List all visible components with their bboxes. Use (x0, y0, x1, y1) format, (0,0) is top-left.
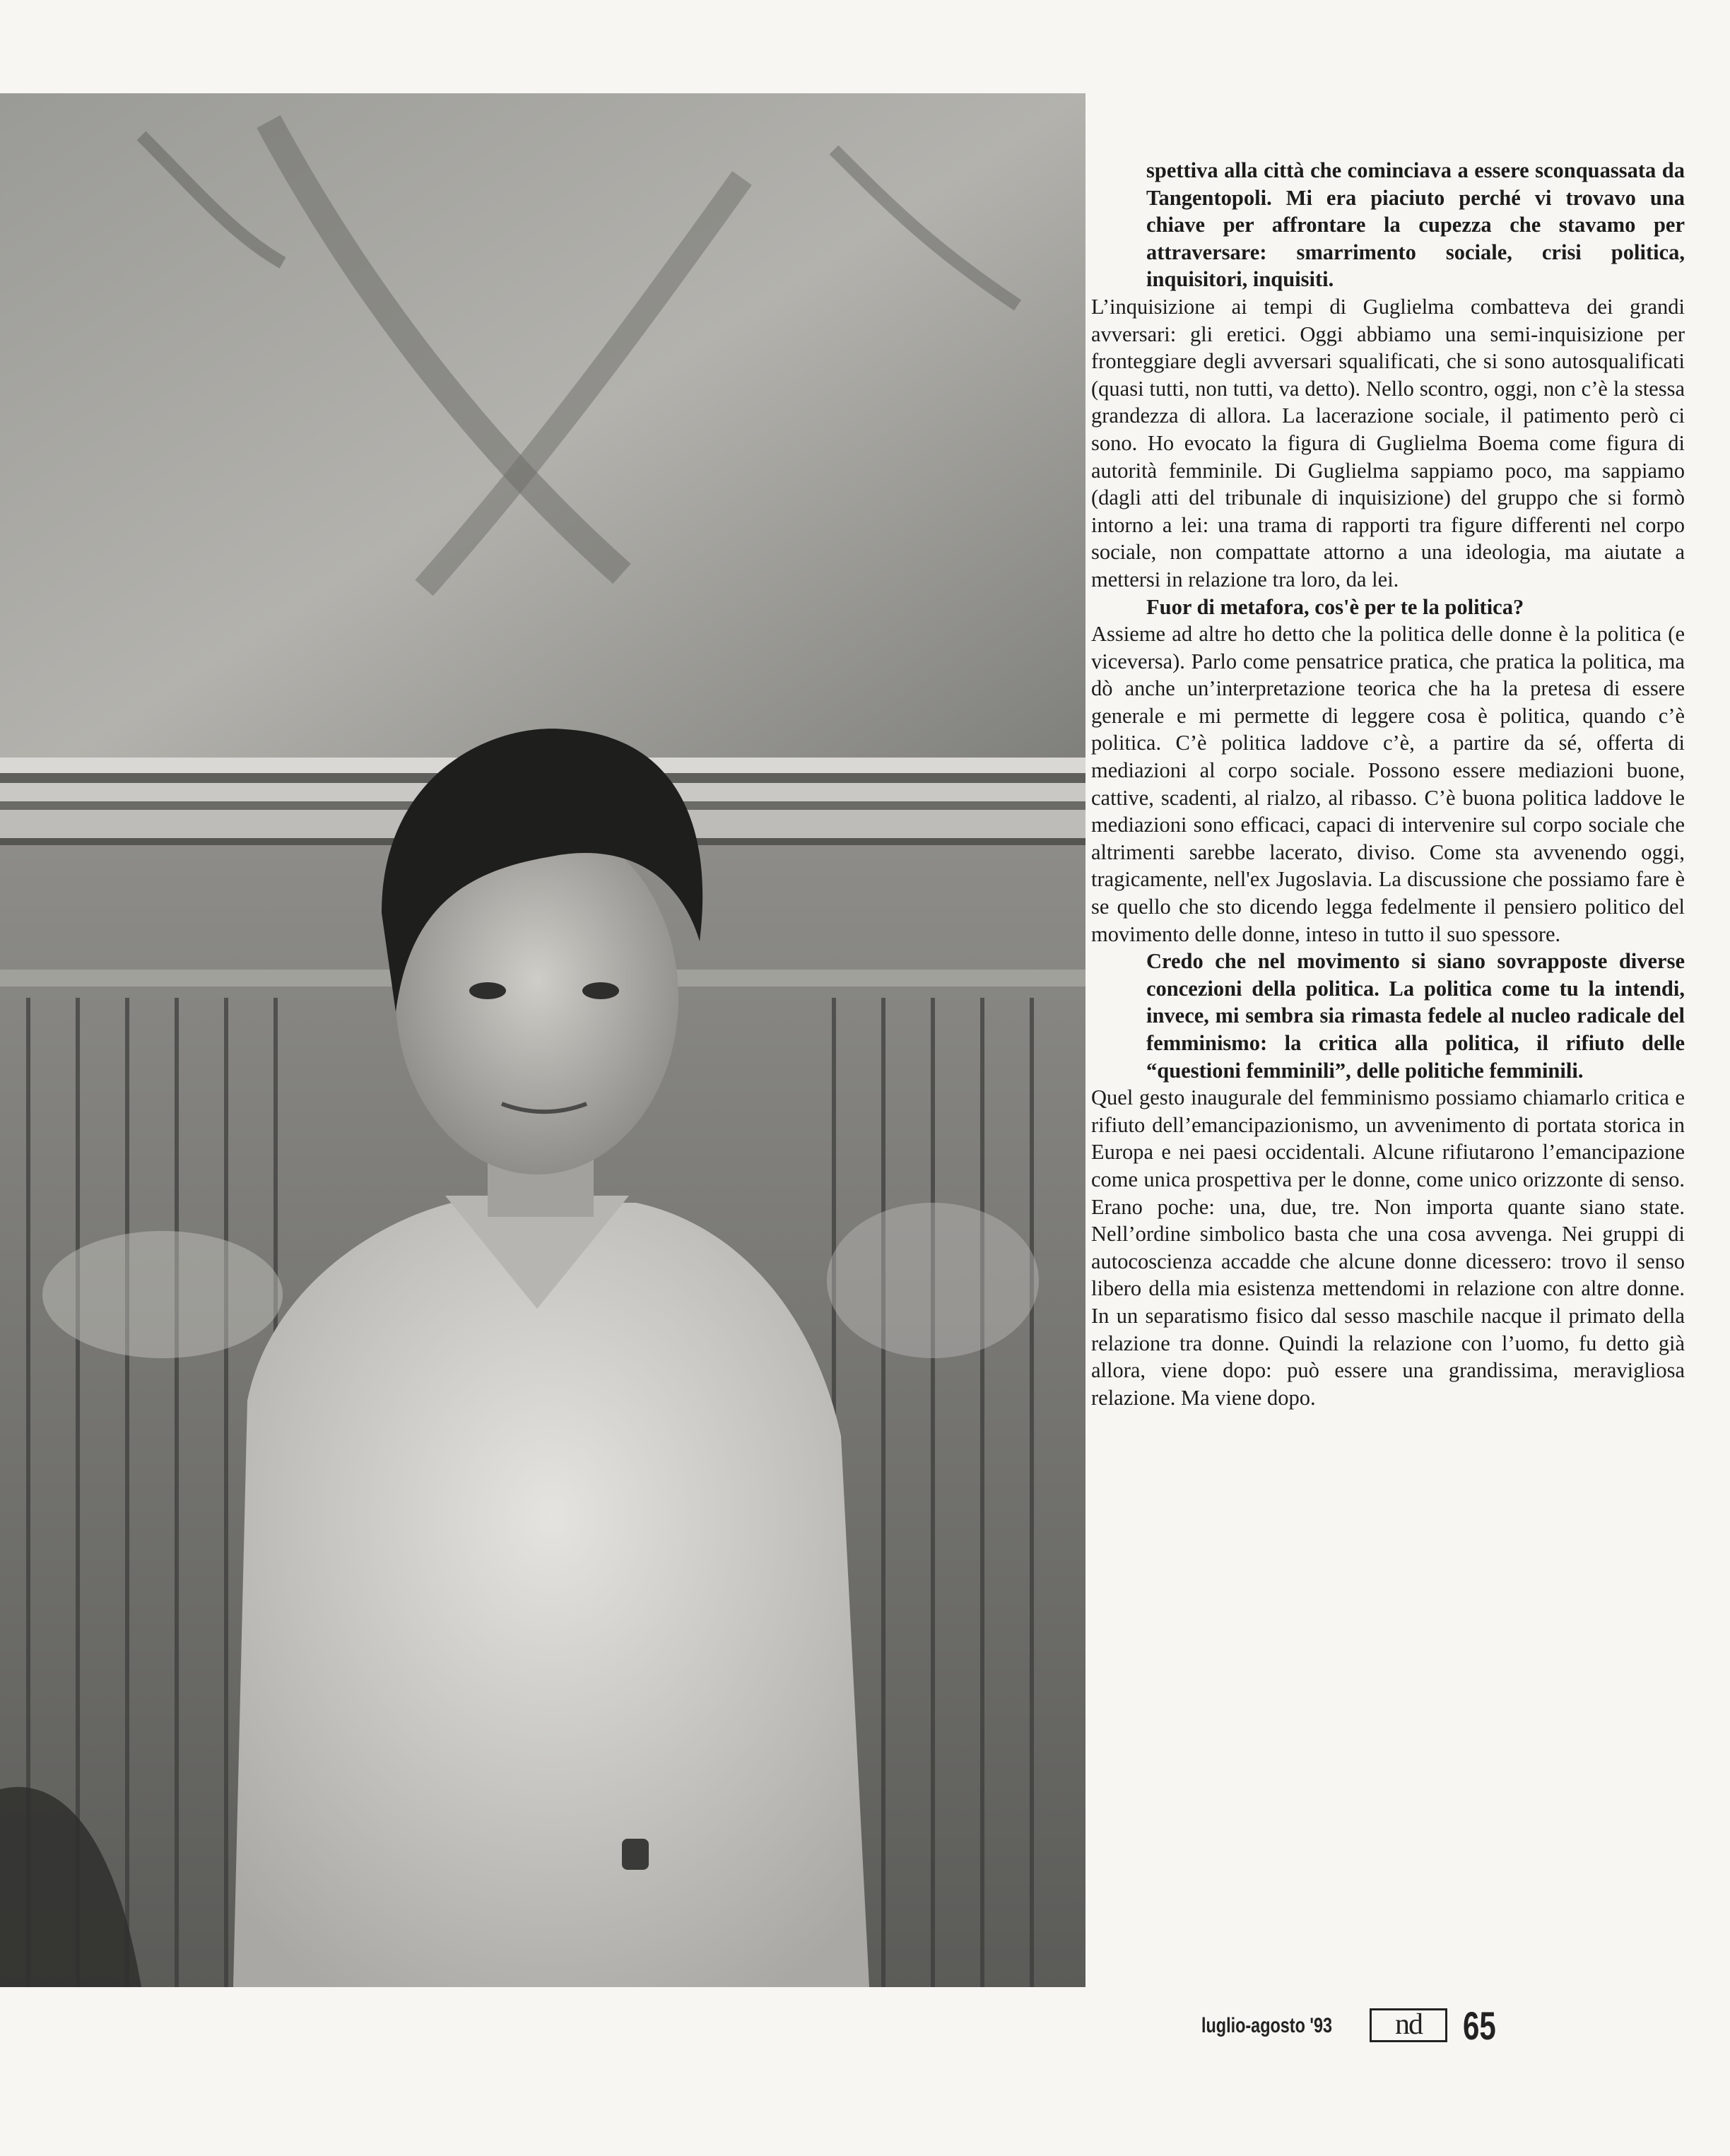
page-footer (1201, 2000, 1696, 2049)
portrait-photo (0, 93, 1085, 1987)
article-column (1091, 157, 1685, 1411)
bleed-through-text (1120, 79, 1714, 157)
question-paragraph: spettiva alla città che cominciava a essere sconquassata da Tangentopoli. Mi era piaciuto perché vi trovavo una chiave per affrontare la cupezza che stavamo per attraversare: smarrimento sociale, crisi politica, inquisitori, inquisiti. (1146, 158, 1685, 292)
magazine-logo: nd (1370, 2008, 1447, 2042)
issue-date: luglio-agosto '93 (1201, 2014, 1332, 2037)
portrait-photo-icon (0, 93, 1085, 1987)
answer-paragraph: Assieme ad altre ho detto che la politica delle donne è la politica (e viceversa). Parlo come pensatrice pratica, che pratica la politica, ma dò anche un’interpretazione teorica che ha la pretesa di essere generale e mi permette di leggere cosa è politica, quando c’è politica. C’è politica laddove c’è, a partire da sé, offerta di mediazioni al corpo sociale. Possono essere mediazioni buone, cattive, scadenti, al rialzo, al ribasso. C’è buona politica laddove le mediazioni sono efficaci, capaci di intervenire sul corpo sociale che altrimenti sarebbe lacerato, diviso. Come sta avvenendo oggi, tragicamente, nell'ex Jugoslavia. La discussione che possiamo fare è se quello che sto dicendo legga fedelmente il pensiero politico del movimento delle donne, inteso in tutto il suo spessore. (1091, 622, 1685, 946)
answer-paragraph: Quel gesto inaugurale del femminismo possiamo chiamarlo critica e rifiuto dell’emancipazionismo, un avvenimento di portata storica in Europa e nei paesi occidentali. Alcune rifiutarono l’emancipazione come unica prospettiva per le donne, come unico orizzonte di senso. Erano poche: una, due, tre. Non importa quante siano state. Nell’ordine simbolico basta che una cosa avvenga. Nei gruppi di autocoscienza accadde che alcune donne dicessero: trovo il senso libero della mia esistenza mettendomi in relazione con altre donne. In un separatismo fisico dal sesso maschile nacque il primato della relazione tra donne. Quindi la relazione con l’uomo, fu detto già allora, viene dopo: può essere una grandissima, meravigliosa relazione. Ma viene dopo. (1091, 1085, 1685, 1410)
question-paragraph: Fuor di metafora, cos'è per te la politica? (1146, 594, 1524, 619)
answer-paragraph: L’inquisizione ai tempi di Guglielma combatteva dei grandi avversari: gli eretici. Oggi abbiamo una semi-inquisizione per fronteggiare degli avversari squalificati, che si sono autosqualificati (quasi tutti, non tutti, va detto). Nello scontro, oggi, non c’è la stessa grandezza di allora. La lacerazione sociale, il patimento però ci sono. Ho evocato la figura di Guglielma Boema come figura di autorità femminile. Di Guglielma sappiamo poco, ma sappiamo (dagli atti del tribunale di inquisizione) del gruppo che si formò intorno a lei: una trama di rapporti tra figure differenti nel corpo sociale, non compattate attorno a una ideologia, ma aiutate a mettersi in relazione tra loro, da lei. (1091, 294, 1685, 591)
question-paragraph: Credo che nel movimento si siano sovrapposte diverse concezioni della politica. La politica come tu la intendi, invece, mi sembra sia rimasta fedele al nucleo radicale del femminismo: la critica alla politica, il rifiuto delle “questioni femminili”, delle politiche femminili. (1146, 949, 1685, 1083)
page-number: 65 (1463, 2003, 1496, 2048)
